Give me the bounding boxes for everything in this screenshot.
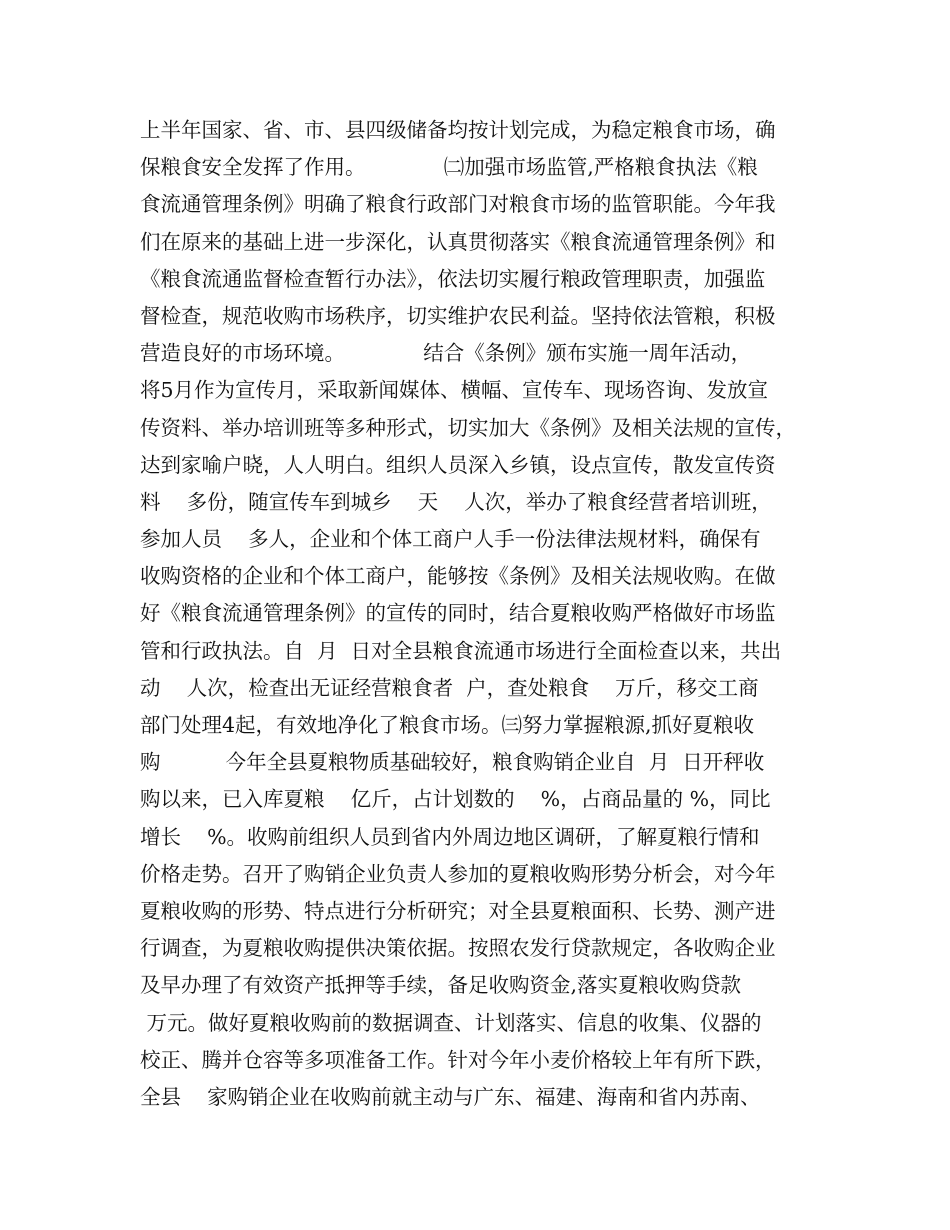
text-line: 管和行政执法。自 月 日对全县粮食流通市场进行全面检查以来，共出 bbox=[140, 638, 782, 663]
text-line: 上半年国家、省、市、县四级储备均按计划完成，为稳定粮食市场，确 bbox=[140, 118, 776, 142]
text-line: 部门处理4起，有效地净化了粮食市场。㈢努力掌握粮源,抓好夏粮收 bbox=[140, 713, 755, 737]
text-line: 增长 %。收购前组织人员到省内外周边地区调研，了解夏粮行情和 bbox=[140, 824, 760, 849]
body-text bbox=[140, 112, 830, 1116]
text-line: 保粮食安全发挥了作用。 ㈡加强市场监管,严格粮食执法《粮 bbox=[140, 155, 758, 180]
text-line: 购 今年全县夏粮物质基础较好，粮食购销企业自 月 日开秤收 bbox=[140, 750, 765, 775]
text-line: 好《粮食流通管理条例》的宣传的同时，结合夏粮收购严格做好市场监 bbox=[140, 601, 776, 626]
text-line: 购以来，已入库夏粮 亿斤，占计划数的 %，占商品量的 %，同比 bbox=[140, 787, 771, 812]
text-line: 动 人次，检查出无证经营粮食者 户，查处粮食 万斤，移交工商 bbox=[140, 675, 759, 700]
text-line: 参加人员 多人，企业和个体工商户人手一份法律法规材料，确保有 bbox=[140, 527, 761, 552]
text-line: 行调查，为夏粮收购提供决策依据。按照农发行贷款规定，各收购企业 bbox=[140, 936, 776, 961]
text-line: 《粮食流通监督检查暂行办法》，依法切实履行粮政管理职责，加强监 bbox=[140, 266, 766, 291]
text-line: 们在原来的基础上进一步深化，认真贯彻落实《粮食流通管理条例》和 bbox=[140, 229, 776, 254]
text-line: 夏粮收购的形势、特点进行分析研究；对全县夏粮面积、长势、测产进 bbox=[140, 898, 776, 923]
text-line: 营造良好的市场环境。 结合《条例》颁布实施一周年活动， bbox=[140, 341, 752, 366]
text-line: 万元。做好夏粮收购前的数据调查、计划落实、信息的收集、仪器的 bbox=[140, 1010, 762, 1035]
text-line: 收购资格的企业和个体工商户，能够按《条例》及相关法规收购。在做 bbox=[140, 564, 776, 589]
text-line: 传资料、举办培训班等多种形式，切实加大《条例》及相关法规的宣传， bbox=[140, 415, 796, 440]
text-line: 价格走势。召开了购销企业负责人参加的夏粮收购形势分析会，对今年 bbox=[140, 861, 776, 886]
text-line: 料 多份，随宣传车到城乡 天 人次，举办了粮食经营者培训班， bbox=[140, 489, 772, 514]
text-line: 将5月作为宣传月，采取新闻媒体、横幅、宣传车、现场咨询、发放宣 bbox=[140, 378, 769, 403]
text-line: 达到家喻户晓，人人明白。组织人员深入乡镇，设点宣传，散发宣传资 bbox=[140, 452, 776, 477]
text-line: 督检查，规范收购市场秩序，切实维护农民利益。坚持依法管粮，积极 bbox=[140, 303, 776, 328]
text-line: 及早办理了有效资产抵押等手续，备足收购资金,落实夏粮收购贷款 bbox=[140, 973, 742, 998]
text-line: 食流通管理条例》明确了粮食行政部门对粮食市场的监管职能。今年我 bbox=[140, 192, 776, 217]
text-line: 全县 家购销企业在收购前就主动与广东、福建、海南和省内苏南、 bbox=[140, 1084, 761, 1109]
text-line: 校正、腾并仓容等多项准备工作。针对今年小麦价格较上年有所下跌， bbox=[140, 1047, 776, 1072]
